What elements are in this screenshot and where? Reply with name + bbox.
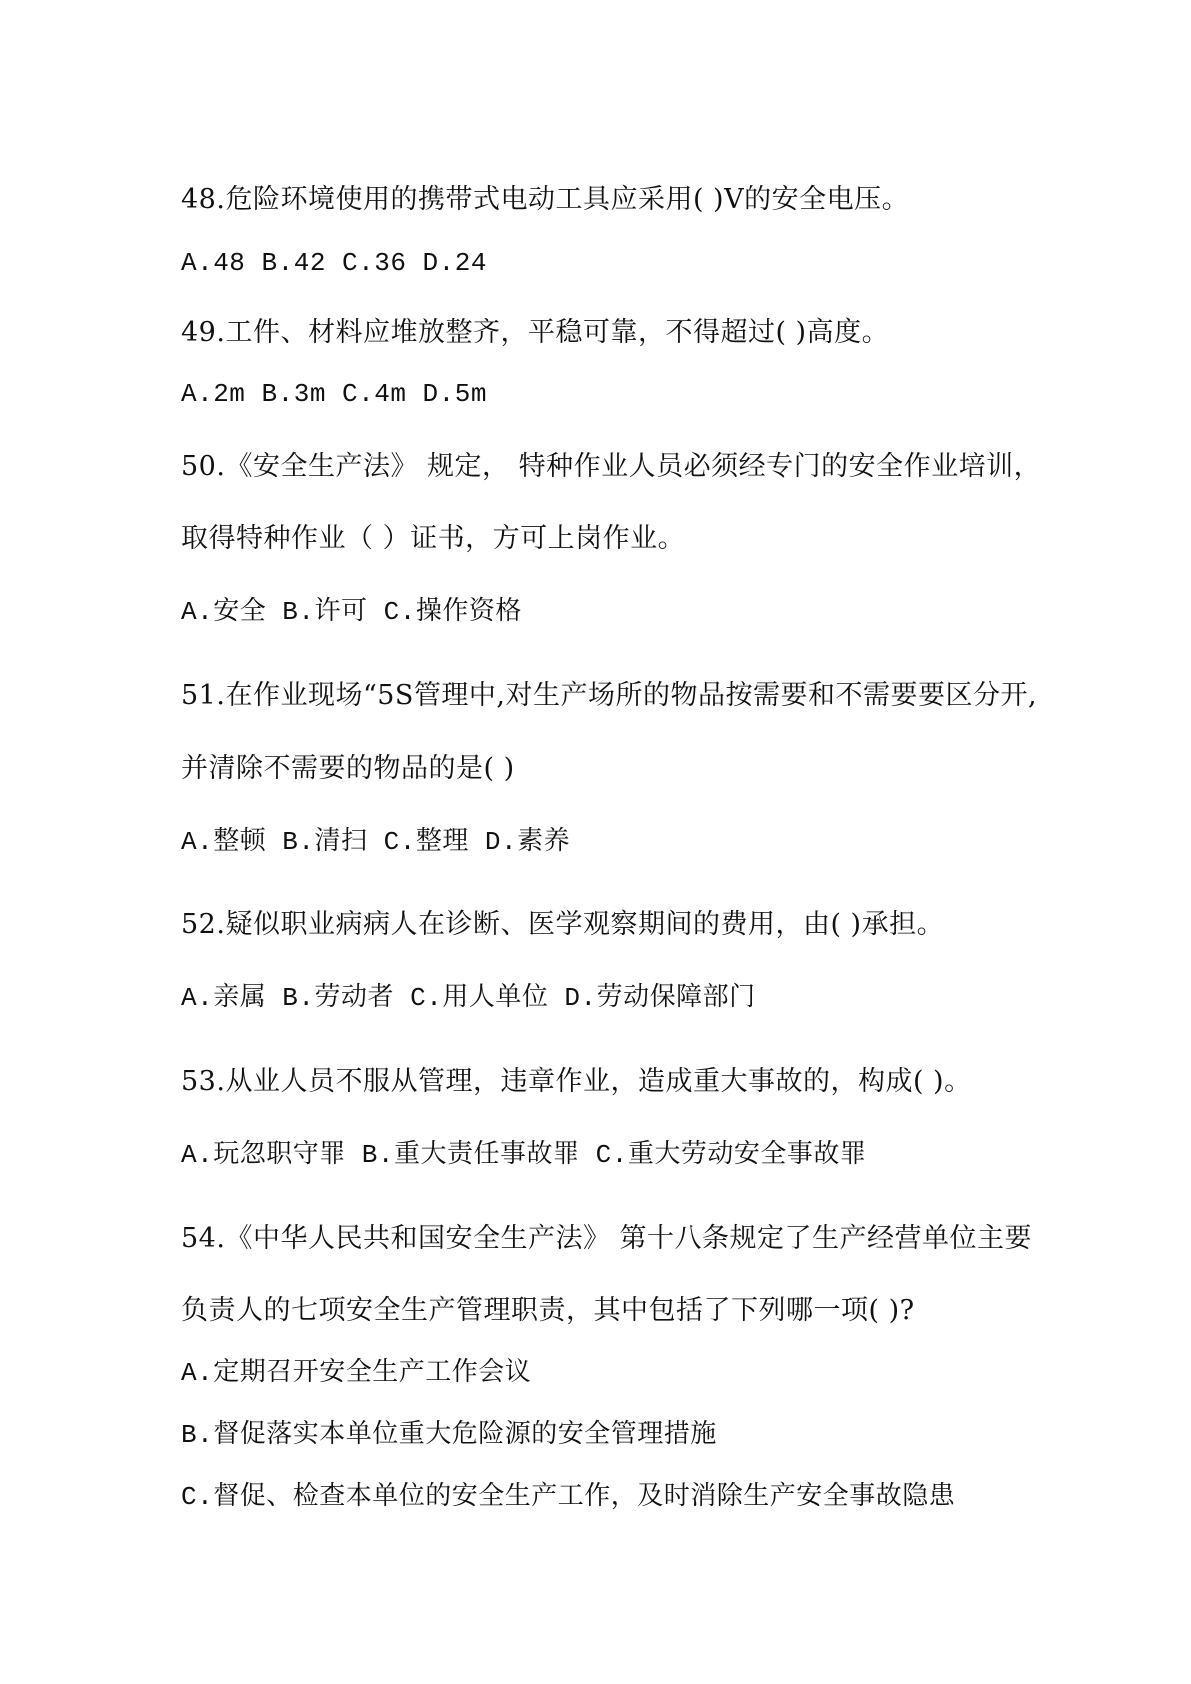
- question-51-options: A.整顿 B.清扫 C.整理 D.素养: [181, 827, 571, 857]
- question-50-options: A.安全 B.许可 C.操作资格: [181, 597, 522, 627]
- question-51-stem-line-2: 并清除不需要的物品的是( ): [181, 753, 515, 784]
- question-50-stem-line-2: 取得特种作业（ ）证书，方可上岗作业。: [181, 523, 686, 554]
- question-54-option-c: C.督促、检查本单位的安全生产工作，及时消除生产安全事故隐患: [181, 1482, 956, 1512]
- question-50-stem-line-1: 50.《安全生产法》 规定， 特种作业人员必须经专门的安全作业培训，: [181, 451, 1042, 482]
- question-53-options: A.玩忽职守罪 B.重大责任事故罪 C.重大劳动安全事故罪: [181, 1140, 867, 1170]
- question-54-option-a: A.定期召开安全生产工作会议: [181, 1358, 532, 1388]
- question-51-stem-line-1: 51.在作业现场“5S管理中,对生产场所的物品按需要和不需要要区分开,: [181, 680, 1038, 711]
- question-52-stem: 52.疑似职业病病人在诊断、医学观察期间的费用，由( )承担。: [181, 909, 945, 940]
- question-54-stem-line-2: 负责人的七项安全生产管理职责，其中包括了下列哪一项( )?: [181, 1295, 915, 1326]
- question-53-stem: 53.从业人员不服从管理，违章作业，造成重大事故的，构成( )。: [181, 1066, 972, 1097]
- question-49-options: A.2m B.3m C.4m D.5m: [181, 379, 487, 409]
- question-48-stem: 48.危险环境使用的携带式电动工具应采用( )V的安全电压。: [181, 184, 910, 215]
- question-54-option-b: B.督促落实本单位重大危险源的安全管理措施: [181, 1420, 717, 1450]
- question-49-stem: 49.工件、材料应堆放整齐，平稳可靠，不得超过( )高度。: [181, 317, 890, 348]
- question-48-options: A.48 B.42 C.36 D.24: [181, 248, 487, 278]
- question-52-options: A.亲属 B.劳动者 C.用人单位 D.劳动保障部门: [181, 983, 756, 1013]
- question-54-stem-line-1: 54.《中华人民共和国安全生产法》 第十八条规定了生产经营单位主要: [181, 1223, 1033, 1254]
